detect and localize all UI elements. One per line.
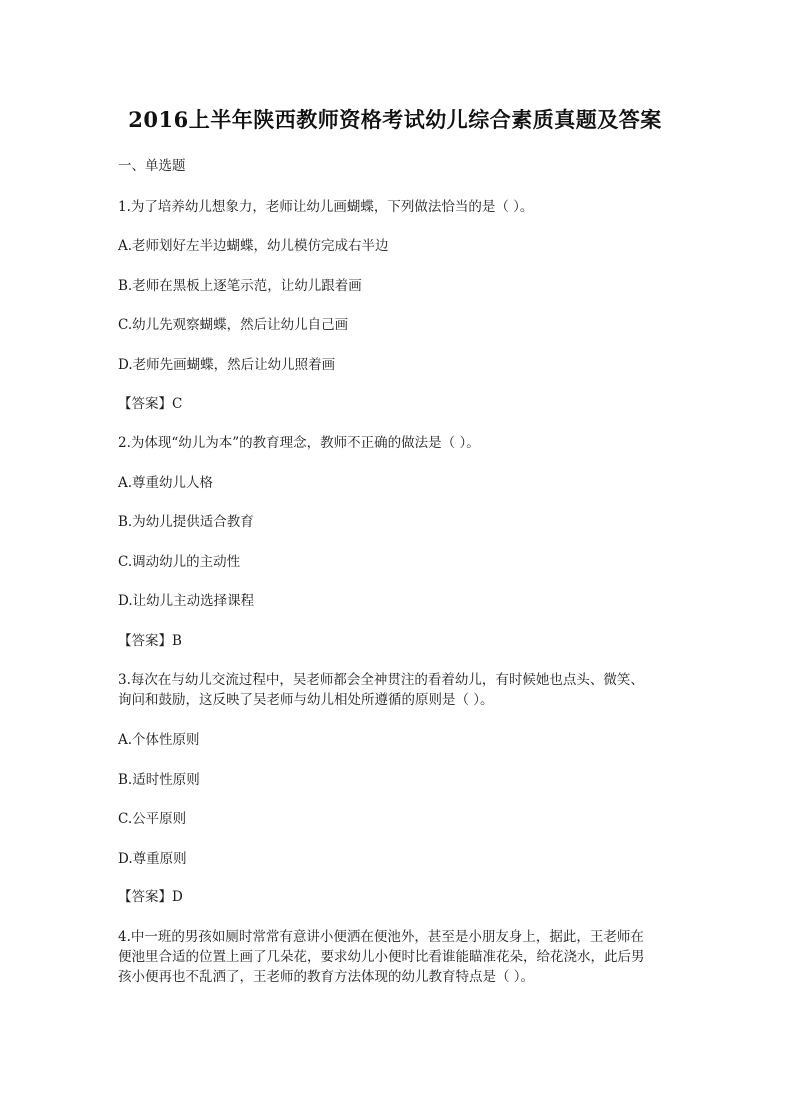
question-2-option-b: B.为幼儿提供适合教育 — [118, 514, 254, 530]
question-1-option-a: A.老师划好左半边蝴蝶，幼儿模仿完成右半边 — [118, 238, 389, 254]
question-4-stem-line-2: 便池里合适的位置上画了几朵花，要求幼儿小便时比看谁能瞄准花朵，给花浇水，此后男 — [118, 949, 645, 965]
question-3-option-d: D.尊重原则 — [118, 851, 187, 867]
document-title: 2016上半年陕西教师资格考试幼儿综合素质真题及答案 — [128, 107, 662, 132]
question-1-option-b: B.老师在黑板上逐笔示范，让幼儿跟着画 — [118, 278, 362, 294]
question-1-answer: 【答案】C — [118, 396, 183, 412]
question-1-stem: 1.为了培养幼儿想象力，老师让幼儿画蝴蝶，下列做法恰当的是（ ）。 — [118, 199, 534, 215]
question-2-answer: 【答案】B — [118, 633, 182, 649]
question-4-stem-line-1: 4.中一班的男孩如厕时常常有意讲小便洒在便池外，甚至是小朋友身上，据此，王老师在 — [118, 929, 644, 945]
question-3-answer: 【答案】D — [118, 889, 183, 905]
question-2-stem: 2.为体现“幼儿为本”的教育理念，教师不正确的做法是（ ）。 — [118, 435, 480, 451]
question-1-option-c: C.幼儿先观察蝴蝶，然后让幼儿自己画 — [118, 317, 349, 333]
question-3-option-c: C.公平原则 — [118, 811, 187, 827]
question-2-option-d: D.让幼儿主动选择课程 — [118, 593, 255, 609]
question-3-option-a: A.个体性原则 — [118, 732, 200, 748]
question-3-stem-line-1: 3.每次在与幼儿交流过程中，吴老师都会全神贯注的看着幼儿，有时候她也点头、微笑、 — [118, 672, 644, 688]
question-2-option-a: A.尊重幼儿人格 — [118, 475, 214, 491]
section-heading: 一、单选题 — [118, 158, 186, 174]
question-2-option-c: C.调动幼儿的主动性 — [118, 554, 241, 570]
question-3-stem-line-2: 询问和鼓励，这反映了吴老师与幼儿相处所遵循的原则是（ ）。 — [118, 692, 494, 708]
question-3-option-b: B.适时性原则 — [118, 772, 200, 788]
question-1-option-d: D.老师先画蝴蝶，然后让幼儿照着画 — [118, 357, 336, 373]
question-4-stem-line-3: 孩小便再也不乱洒了，王老师的教育方法体现的幼儿教育特点是（ ）。 — [118, 969, 535, 985]
